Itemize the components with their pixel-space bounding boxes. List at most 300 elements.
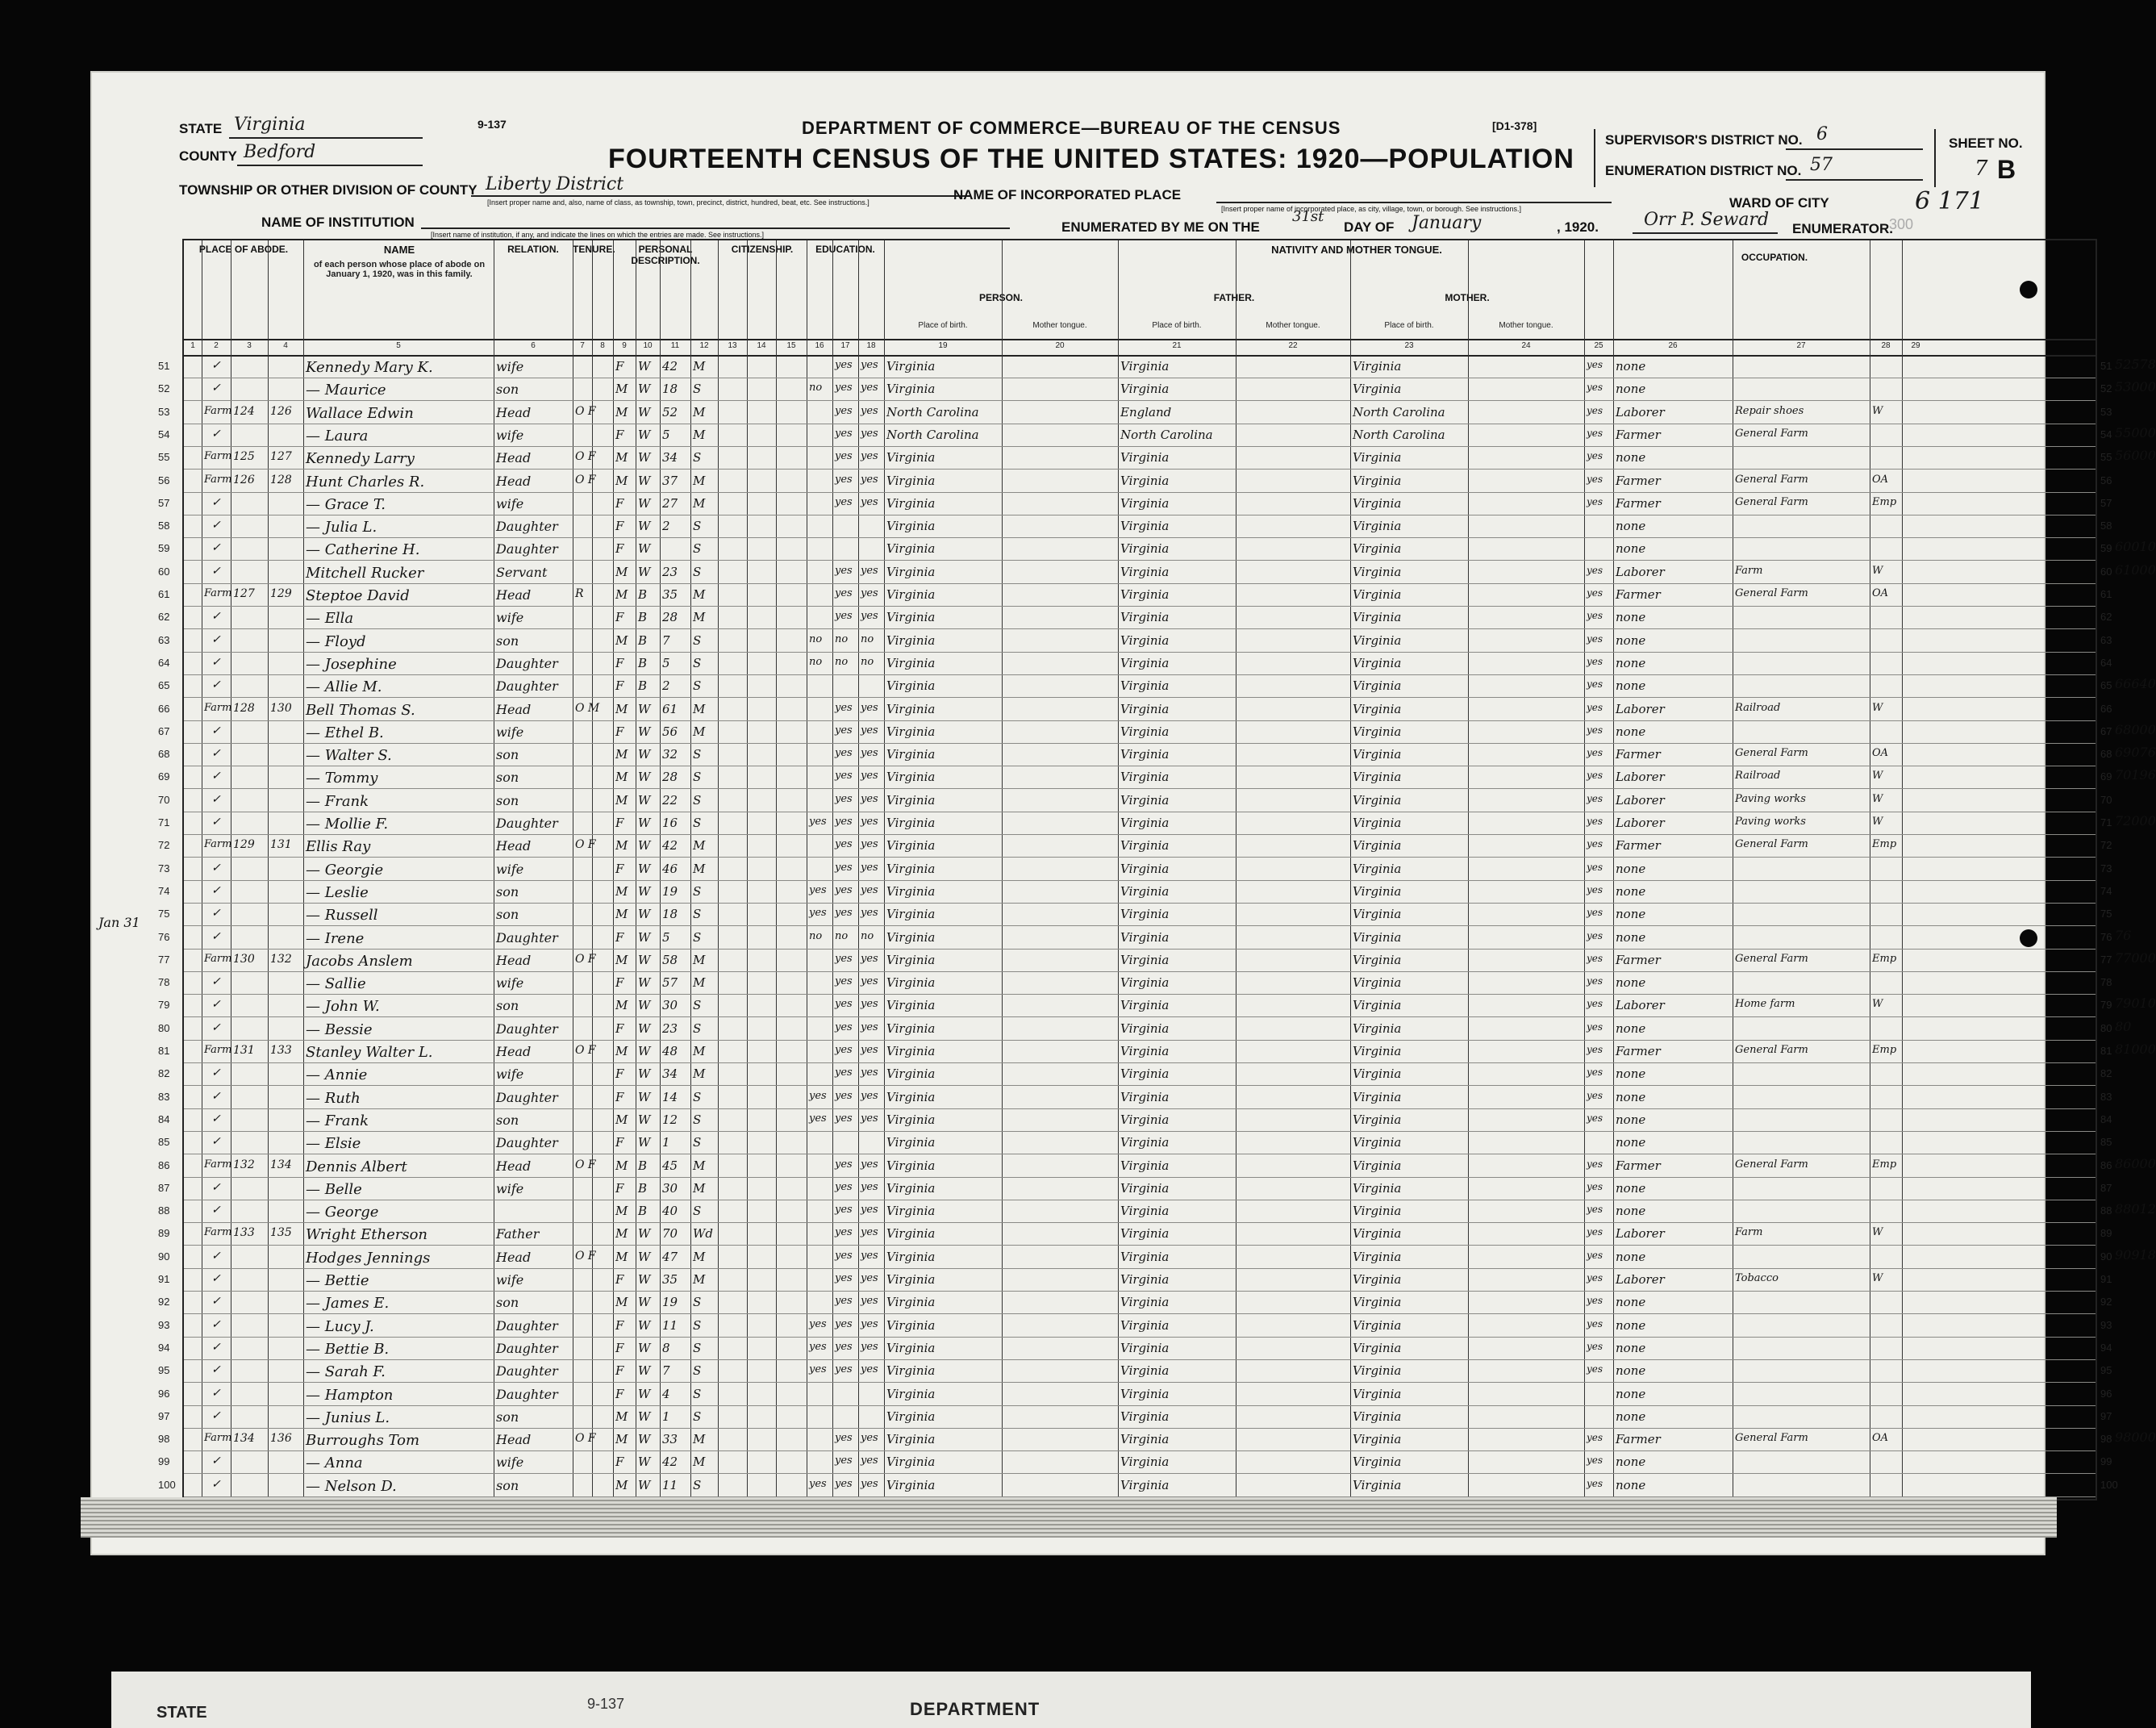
cell-name: — Leslie bbox=[306, 883, 369, 901]
cell-pob: Virginia bbox=[886, 678, 936, 694]
cell-occ: Laborer bbox=[1616, 770, 1665, 785]
cell-occ: none bbox=[1616, 1112, 1646, 1127]
cell-eng: yes bbox=[1587, 1272, 1603, 1283]
punch-hole bbox=[2020, 929, 2037, 947]
row-check: ✓ bbox=[211, 564, 221, 578]
hdr-personal: PERSONAL DESCRIPTION. bbox=[631, 244, 700, 266]
cell-race: B bbox=[638, 678, 648, 694]
cell-wr: yes bbox=[861, 564, 878, 577]
cell-fpob: Virginia bbox=[1120, 883, 1170, 899]
cell-name: — Ella bbox=[306, 610, 354, 628]
line-number-right: 92 bbox=[2100, 1296, 2112, 1309]
cell-sex: F bbox=[615, 1272, 624, 1287]
cell-cls: W bbox=[1872, 1226, 1883, 1239]
cell-sex: M bbox=[615, 587, 628, 602]
cell-name: — Allie M. bbox=[306, 678, 382, 696]
census-sheet bbox=[90, 71, 2156, 1555]
cell-eng: yes bbox=[1587, 929, 1603, 941]
cell-mar: M bbox=[693, 1066, 706, 1082]
cell-occ: none bbox=[1616, 678, 1646, 694]
line-number-right: 69 bbox=[2100, 770, 2112, 783]
cell-name: Bell Thomas S. bbox=[306, 701, 415, 719]
cell-age: 14 bbox=[662, 1089, 678, 1104]
cell-race: B bbox=[638, 632, 648, 648]
ward-value: 6 171 bbox=[1915, 187, 1984, 215]
cell-rd: yes bbox=[835, 747, 853, 760]
cell-age: 5 bbox=[662, 655, 670, 670]
cell-dw: 134 bbox=[233, 1432, 255, 1446]
hdr-education: EDUCATION. bbox=[815, 244, 875, 255]
cell-occ: none bbox=[1616, 1386, 1646, 1401]
cell-rd: yes bbox=[835, 1340, 853, 1353]
cell-occ: none bbox=[1616, 359, 1646, 374]
cell-age: 33 bbox=[662, 1432, 678, 1447]
cell-rel: Daughter bbox=[496, 655, 558, 671]
cell-age: 4 bbox=[662, 1386, 670, 1401]
table-row bbox=[184, 1133, 2096, 1154]
cell-mar: S bbox=[693, 1409, 702, 1424]
line-number-right: 62 bbox=[2100, 611, 2112, 624]
row-check: ✓ bbox=[211, 1272, 221, 1285]
line-number-left: 68 bbox=[158, 748, 170, 761]
cell-wr: yes bbox=[861, 1455, 878, 1467]
row-check: ✓ bbox=[211, 883, 221, 897]
line-number-left: 99 bbox=[158, 1455, 170, 1468]
cell-cls: Emp bbox=[1872, 495, 1897, 508]
cell-pob: Virginia bbox=[886, 701, 936, 716]
cell-age: 57 bbox=[662, 975, 678, 991]
table-row bbox=[184, 1179, 2096, 1200]
cell-eng: yes bbox=[1587, 1432, 1603, 1444]
cell-sex: F bbox=[615, 1455, 624, 1470]
cell-mpob: Virginia bbox=[1353, 1340, 1402, 1355]
cell-wr: yes bbox=[861, 861, 878, 874]
cell-age: 2 bbox=[662, 519, 670, 534]
sheet-label: SHEET NO. bbox=[1949, 136, 2023, 151]
cell-sex: M bbox=[615, 473, 628, 488]
line-number-left: 79 bbox=[158, 999, 170, 1012]
cell-wr: yes bbox=[861, 1317, 878, 1330]
cell-occ: none bbox=[1616, 632, 1646, 648]
cell-ind: General Farm bbox=[1735, 1432, 1808, 1445]
column-number: 13 bbox=[728, 341, 737, 350]
cell-ind: Home farm bbox=[1735, 998, 1795, 1011]
cell-rel: son bbox=[496, 998, 519, 1014]
cell-pob: Virginia bbox=[886, 975, 936, 991]
cell-eng: yes bbox=[1587, 1089, 1603, 1101]
hdr-person: PERSON. bbox=[978, 292, 1023, 303]
cell-ten: O F bbox=[575, 1249, 596, 1263]
cell-name: Wallace Edwin bbox=[306, 404, 414, 422]
cell-eng: yes bbox=[1587, 1180, 1603, 1192]
cell-name: — John W. bbox=[306, 998, 380, 1016]
cell-rd: yes bbox=[835, 450, 853, 463]
cell-ten: O F bbox=[575, 838, 596, 852]
line-number-right: 71 bbox=[2100, 816, 2112, 829]
cell-sex: F bbox=[615, 975, 624, 991]
township-label: TOWNSHIP OR OTHER DIVISION OF COUNTY bbox=[179, 182, 477, 198]
cell-pob: Virginia bbox=[886, 724, 936, 739]
cell-dw: 125 bbox=[233, 450, 255, 464]
cell-eng: yes bbox=[1587, 1295, 1603, 1307]
column-number: 9 bbox=[622, 341, 627, 350]
cell-mar: S bbox=[693, 1021, 702, 1036]
cell-mar: S bbox=[693, 929, 702, 945]
cell-rd: yes bbox=[835, 838, 853, 851]
cell-pob: Virginia bbox=[886, 1089, 936, 1104]
table-row bbox=[184, 1270, 2096, 1292]
cell-rel: Daughter bbox=[496, 1089, 558, 1105]
cell-mar: M bbox=[693, 587, 706, 602]
cell-rd: yes bbox=[835, 1204, 853, 1217]
cell-wr: yes bbox=[861, 1249, 878, 1262]
cell-ten: O F bbox=[575, 1044, 596, 1057]
cell-mpob: Virginia bbox=[1353, 1180, 1402, 1196]
row-check: ✓ bbox=[211, 1340, 221, 1354]
cell-wr: yes bbox=[861, 495, 878, 508]
cell-mar: M bbox=[693, 473, 706, 488]
row-check: ✓ bbox=[211, 359, 221, 372]
row-check: ✓ bbox=[211, 632, 221, 646]
cell-fpob: Virginia bbox=[1120, 1409, 1170, 1424]
cell-fam: 128 bbox=[270, 473, 292, 486]
cell-fpob: Virginia bbox=[1120, 1226, 1170, 1242]
cell-rel: Head bbox=[496, 701, 532, 717]
cell-name: — Junius L. bbox=[306, 1409, 390, 1426]
margin-code: 88012 bbox=[2115, 1201, 2156, 1217]
line-number-left: 81 bbox=[158, 1045, 170, 1057]
row-check: ✓ bbox=[211, 427, 221, 440]
table-row bbox=[184, 1041, 2096, 1063]
cell-rd: yes bbox=[835, 975, 853, 988]
cell-name: Steptoe David bbox=[306, 587, 410, 604]
cell-occ: Farmer bbox=[1616, 495, 1661, 511]
line-number-right: 93 bbox=[2100, 1318, 2112, 1331]
cell-wr: yes bbox=[861, 450, 878, 463]
cell-occ: none bbox=[1616, 975, 1646, 991]
line-number-left: 87 bbox=[158, 1181, 170, 1194]
cell-ind: General Farm bbox=[1735, 952, 1808, 965]
cell-occ: Farmer bbox=[1616, 1158, 1661, 1173]
cell-fpob: Virginia bbox=[1120, 861, 1170, 876]
cell-mpob: Virginia bbox=[1353, 770, 1402, 785]
cell-ind: General Farm bbox=[1735, 838, 1808, 851]
cell-race: W bbox=[638, 473, 651, 488]
cell-mpob: Virginia bbox=[1353, 929, 1402, 945]
table-row bbox=[184, 1064, 2096, 1086]
cell-mar: S bbox=[693, 1477, 702, 1492]
table-row bbox=[184, 973, 2096, 995]
cell-pob: Virginia bbox=[886, 632, 936, 648]
township-note: [Insert proper name and, also, name of class, as township, town, precinct, district, hundred, beat, etc. See instructions.] bbox=[487, 198, 869, 207]
row-check: ✓ bbox=[211, 382, 221, 395]
cell-mar: M bbox=[693, 1249, 706, 1264]
cell-fam: 132 bbox=[270, 952, 292, 966]
line-number-right: 57 bbox=[2100, 496, 2112, 509]
cell-fpob: Virginia bbox=[1120, 473, 1170, 488]
supervisor-value: 6 bbox=[1816, 124, 1828, 144]
sheet-letter: B bbox=[1997, 155, 2016, 184]
cell-rd: yes bbox=[835, 1180, 853, 1193]
cell-eng: yes bbox=[1587, 883, 1603, 895]
cell-rd: yes bbox=[835, 998, 853, 1011]
cell-occ: none bbox=[1616, 1477, 1646, 1492]
cell-fpob: Virginia bbox=[1120, 450, 1170, 465]
cell-race: W bbox=[638, 495, 651, 511]
cell-wr: yes bbox=[861, 1340, 878, 1353]
line-number-right: 95 bbox=[2100, 1364, 2112, 1377]
cell-fpob: Virginia bbox=[1120, 382, 1170, 397]
cell-cls: OA bbox=[1872, 473, 1889, 486]
cell-wr: yes bbox=[861, 1432, 878, 1445]
cell-fpob: Virginia bbox=[1120, 770, 1170, 785]
line-number-right: 72 bbox=[2100, 839, 2112, 852]
cell-fpob: Virginia bbox=[1120, 907, 1170, 922]
row-check: ✓ bbox=[211, 1409, 221, 1422]
cell-age: 56 bbox=[662, 724, 678, 739]
cell-cls: OA bbox=[1872, 747, 1889, 760]
cell-race: B bbox=[638, 1204, 648, 1219]
cell-wr: yes bbox=[861, 1089, 878, 1102]
table-row bbox=[184, 631, 2096, 653]
line-number-left: 90 bbox=[158, 1250, 170, 1263]
cell-occ: none bbox=[1616, 1455, 1646, 1470]
row-check: ✓ bbox=[211, 770, 221, 783]
cell-age: 28 bbox=[662, 770, 678, 785]
column-number: 19 bbox=[938, 341, 948, 350]
column-number: 20 bbox=[1055, 341, 1065, 350]
cell-fpob: Virginia bbox=[1120, 1317, 1170, 1333]
row-check: ✓ bbox=[211, 519, 221, 532]
cell-eng: yes bbox=[1587, 473, 1603, 485]
cell-name: Hodges Jennings bbox=[306, 1249, 431, 1267]
cell-occ: none bbox=[1616, 1363, 1646, 1379]
cell-sex: F bbox=[615, 1089, 624, 1104]
cell-occ: none bbox=[1616, 1135, 1646, 1150]
line-number-right: 79 bbox=[2100, 999, 2112, 1012]
cell-s: Farm bbox=[204, 473, 232, 486]
cell-pob: Virginia bbox=[886, 747, 936, 762]
cell-rd: yes bbox=[835, 1295, 853, 1308]
hdr-citizenship: CITIZENSHIP. bbox=[731, 244, 794, 255]
cell-mar: S bbox=[693, 1295, 702, 1310]
margin-code: 79010 bbox=[2115, 995, 2156, 1012]
cell-occ: none bbox=[1616, 1021, 1646, 1036]
cell-fpob: Virginia bbox=[1120, 1158, 1170, 1173]
cell-mpob: Virginia bbox=[1353, 1158, 1402, 1173]
cell-mpob: Virginia bbox=[1353, 519, 1402, 534]
table-row bbox=[184, 745, 2096, 766]
cell-age: 11 bbox=[662, 1317, 678, 1333]
cell-race: W bbox=[638, 1409, 651, 1424]
column-number: 21 bbox=[1172, 341, 1182, 350]
cell-race: W bbox=[638, 952, 651, 967]
row-check: ✓ bbox=[211, 610, 221, 624]
cell-age: 19 bbox=[662, 883, 678, 899]
cell-mpob: Virginia bbox=[1353, 975, 1402, 991]
line-number-right: 99 bbox=[2100, 1455, 2112, 1468]
cell-name: — George bbox=[306, 1204, 379, 1221]
cell-s: Farm bbox=[204, 1432, 232, 1445]
cell-wr: yes bbox=[861, 1363, 878, 1376]
cell-eng: yes bbox=[1587, 587, 1603, 599]
cell-occ: none bbox=[1616, 1295, 1646, 1310]
line-number-left: 75 bbox=[158, 908, 170, 920]
cell-occ: none bbox=[1616, 1180, 1646, 1196]
cell-wr: yes bbox=[861, 792, 878, 805]
line-number-left: 83 bbox=[158, 1090, 170, 1103]
table-row bbox=[184, 1452, 2096, 1474]
line-number-left: 92 bbox=[158, 1296, 170, 1309]
state-value: Virginia bbox=[234, 115, 306, 135]
enum-district-label: ENUMERATION DISTRICT NO. bbox=[1605, 163, 1802, 178]
cell-mar: M bbox=[693, 838, 706, 854]
cell-rd: yes bbox=[835, 1066, 853, 1079]
cell-race: W bbox=[638, 1455, 651, 1470]
cell-eng: yes bbox=[1587, 1112, 1603, 1124]
cell-rel: wife bbox=[496, 1455, 524, 1471]
cell-sex: F bbox=[615, 1317, 624, 1333]
table-row bbox=[184, 1316, 2096, 1338]
cell-occ: none bbox=[1616, 724, 1646, 739]
cell-ten: O F bbox=[575, 450, 596, 464]
cell-pob: Virginia bbox=[886, 382, 936, 397]
day-of-label: DAY OF bbox=[1344, 219, 1395, 235]
line-number-right: 56 bbox=[2100, 474, 2112, 486]
cell-age: 35 bbox=[662, 587, 678, 602]
cell-age: 16 bbox=[662, 816, 678, 830]
cell-mar: S bbox=[693, 541, 702, 557]
cell-fpob: Virginia bbox=[1120, 816, 1170, 830]
cell-eng: yes bbox=[1587, 1204, 1603, 1216]
cell-ind: General Farm bbox=[1735, 1044, 1808, 1056]
cell-rel: wife bbox=[496, 427, 524, 443]
row-check: ✓ bbox=[211, 998, 221, 1012]
cell-ten: O M bbox=[575, 701, 600, 715]
cell-eng: yes bbox=[1587, 907, 1603, 919]
row-check: ✓ bbox=[211, 975, 221, 989]
cell-rd: yes bbox=[835, 1226, 853, 1239]
cell-mar: M bbox=[693, 427, 706, 442]
cell-name: — Mollie F. bbox=[306, 816, 389, 833]
cell-race: B bbox=[638, 587, 648, 602]
cell-sex: F bbox=[615, 495, 624, 511]
cell-rel: Head bbox=[496, 1432, 532, 1448]
margin-code: 61000 bbox=[2115, 561, 2156, 578]
cell-eng: yes bbox=[1587, 495, 1603, 507]
cell-race: W bbox=[638, 1477, 651, 1492]
hdr-name-desc: of each person whose place of abode on January 1, 1920, was in this family. bbox=[313, 260, 486, 279]
cell-pob: Virginia bbox=[886, 952, 936, 967]
cell-race: W bbox=[638, 907, 651, 922]
cell-race: W bbox=[638, 1089, 651, 1104]
cell-mar: M bbox=[693, 952, 706, 967]
row-check: ✓ bbox=[211, 1386, 221, 1400]
cell-sex: M bbox=[615, 382, 628, 397]
cell-rel: Head bbox=[496, 404, 532, 420]
cell-dw: 126 bbox=[233, 473, 255, 486]
line-number-left: 89 bbox=[158, 1227, 170, 1240]
cell-fpob: Virginia bbox=[1120, 359, 1170, 374]
table-row bbox=[184, 448, 2096, 470]
cell-age: 1 bbox=[662, 1409, 670, 1424]
cell-name: — Elsie bbox=[306, 1135, 361, 1153]
cell-race: W bbox=[638, 1317, 651, 1333]
line-number-left: 67 bbox=[158, 724, 170, 737]
cell-pob: Virginia bbox=[886, 1409, 936, 1424]
cell-age: 27 bbox=[662, 495, 678, 511]
row-check: ✓ bbox=[211, 1021, 221, 1034]
cell-pob: Virginia bbox=[886, 541, 936, 557]
line-number-right: 91 bbox=[2100, 1273, 2112, 1285]
cell-s: Farm bbox=[204, 1226, 232, 1239]
cell-pob: Virginia bbox=[886, 883, 936, 899]
cell-wr: no bbox=[861, 929, 874, 942]
enumerated-day: 31st bbox=[1292, 208, 1324, 225]
cell-age: 7 bbox=[662, 632, 670, 648]
cell-race: W bbox=[638, 929, 651, 945]
cell-sex: F bbox=[615, 427, 624, 442]
cell-age: 42 bbox=[662, 359, 678, 374]
cell-ind: Farm bbox=[1735, 564, 1763, 577]
line-number-left: 77 bbox=[158, 953, 170, 966]
cell-rd: yes bbox=[835, 701, 853, 714]
column-number: 7 bbox=[580, 341, 585, 350]
cell-cls: W bbox=[1872, 564, 1883, 577]
cell-mpob: Virginia bbox=[1353, 1295, 1402, 1310]
cell-rd: yes bbox=[835, 1089, 853, 1102]
cell-rd: no bbox=[835, 655, 849, 668]
cell-rd: yes bbox=[835, 1158, 853, 1171]
line-number-left: 91 bbox=[158, 1273, 170, 1285]
cell-race: W bbox=[638, 359, 651, 374]
cell-sex: F bbox=[615, 1066, 624, 1082]
line-number-right: 70 bbox=[2100, 793, 2112, 806]
row-check: ✓ bbox=[211, 816, 221, 829]
line-number-right: 78 bbox=[2100, 976, 2112, 989]
cell-rel: son bbox=[496, 382, 519, 398]
cell-pob: Virginia bbox=[886, 998, 936, 1013]
cell-rel: son bbox=[496, 907, 519, 923]
cell-occ: none bbox=[1616, 610, 1646, 625]
cell-cls: W bbox=[1872, 998, 1883, 1011]
cell-race: W bbox=[638, 1112, 651, 1127]
cell-race: W bbox=[638, 1066, 651, 1082]
column-number: 17 bbox=[840, 341, 850, 350]
line-number-left: 55 bbox=[158, 451, 170, 464]
table-row bbox=[184, 1292, 2096, 1314]
cell-name: — Maurice bbox=[306, 382, 386, 399]
state-label: STATE bbox=[179, 121, 223, 136]
cell-mar: S bbox=[693, 655, 702, 670]
cell-name: — Ruth bbox=[306, 1089, 361, 1107]
cell-occ: Laborer bbox=[1616, 998, 1665, 1013]
next-sheet-state-label: STATE bbox=[156, 1704, 207, 1722]
cell-eng: yes bbox=[1587, 1021, 1603, 1033]
county-value: Bedford bbox=[244, 142, 316, 162]
line-number-right: 52 bbox=[2100, 382, 2112, 395]
table-row bbox=[184, 653, 2096, 675]
cell-pob: Virginia bbox=[886, 838, 936, 854]
line-number-right: 85 bbox=[2100, 1136, 2112, 1149]
cell-fpob: Virginia bbox=[1120, 495, 1170, 511]
cell-wr: yes bbox=[861, 427, 878, 440]
cell-mpob: Virginia bbox=[1353, 1066, 1402, 1082]
cell-age: 34 bbox=[662, 1066, 678, 1082]
cell-eng: yes bbox=[1587, 678, 1603, 691]
table-row bbox=[184, 928, 2096, 950]
cell-sex: M bbox=[615, 564, 628, 579]
